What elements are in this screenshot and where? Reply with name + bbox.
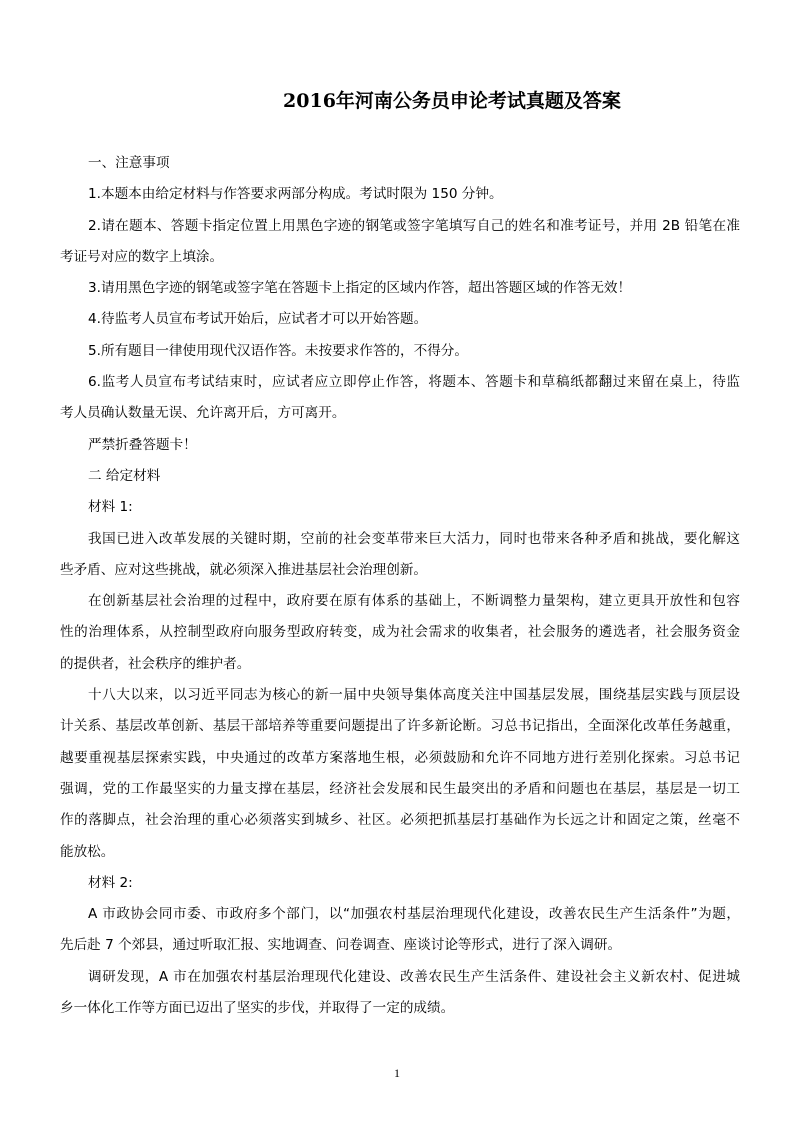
text-line: 严禁折叠答题卡！ [88,436,197,453]
text-line: 6.监考人员宣布考试结束时，应试者应立即停止作答，将题本、答题卡和草稿纸都翻过来留在桌上，待监 [88,374,740,391]
document-title: 2016年河南公务员申论考试真题及答案 [283,90,621,112]
page-number: 1 [394,1066,400,1080]
text-line: 越要重视基层探索实践，中央通过的改革方案落地生根，必须鼓励和允许不同地方进行差别化探索。习总书记 [60,749,740,766]
text-line: 些矛盾、应对这些挑战，就必须深入推进基层社会治理创新。 [60,561,428,578]
document-body [60,148,740,1024]
text-line: 材料 1: [88,499,133,516]
text-line: 在创新基层社会治理的过程中，政府要在原有体系的基础上，不断调整力量架构，建立更具开放性和包容 [88,593,740,610]
text-line: 十八大以来，以习近平同志为核心的新一届中央领导集体高度关注中国基层发展，围绕基层实践与顶层设 [88,687,740,704]
text-line: 的提供者，社会秩序的维护者。 [60,655,251,672]
text-line: 2.请在题本、答题卡指定位置上用黑色字迹的钢笔或签字笔填写自己的姓名和准考证号，并用 2B 铅笔在准 [88,217,740,234]
text-line: 3.请用黑色字迹的钢笔或签字笔在答题卡上指定的区域内作答，超出答题区域的作答无效！ [88,280,632,297]
text-line: 考证号对应的数字上填涂。 [60,248,224,265]
text-line: 调研发现，A 市在加强农村基层治理现代化建设、改善农民生产生活条件、建设社会主义新农村、促进城 [88,968,740,985]
text-line: A 市政协会同市委、市政府多个部门，以“加强农村基层治理现代化建设，改善农民生产生活条件”为题， [88,906,740,923]
text-line: 乡一体化工作等方面已迈出了坚实的步伐，并取得了一定的成绩。 [60,1000,455,1017]
text-line: 能放松。 [60,843,115,860]
text-line: 二 给定材料 [88,467,161,484]
text-line: 5.所有题目一律使用现代汉语作答。未按要求作答的，不得分。 [88,342,468,359]
text-line: 我国已进入改革发展的关键时期，空前的社会变革带来巨大活力，同时也带来各种矛盾和挑战，要化解这 [88,530,740,547]
text-line: 材料 2: [88,874,133,891]
text-line: 考人员确认数量无误、允许离开后，方可离开。 [60,405,346,422]
text-line: 性的治理体系，从控制型政府向服务型政府转变，成为社会需求的收集者，社会服务的遴选者，社会服务资金 [60,624,740,641]
text-line: 先后赴 7 个郊县，通过听取汇报、实地调查、问卷调查、座谈讨论等形式，进行了深入调研。 [60,937,622,954]
text-line: 1.本题本由给定材料与作答要求两部分构成。考试时限为 150 分钟。 [88,186,503,203]
text-line: 计关系、基层改革创新、基层干部培养等重要问题提出了许多新论断。习总书记指出，全面深化改革任务越重， [60,718,740,735]
text-line: 作的落脚点，社会治理的重心必须落实到城乡、社区。必须把抓基层打基础作为长远之计和固定之策，丝毫不 [60,812,740,829]
text-line: 强调，党的工作最坚实的力量支撑在基层，经济社会发展和民生最突出的矛盾和问题也在基层，基层是一切工 [60,780,740,797]
text-line: 一、注意事项 [88,155,170,171]
text-line: 4.待监考人员宣布考试开始后，应试者才可以开始答题。 [88,311,428,328]
